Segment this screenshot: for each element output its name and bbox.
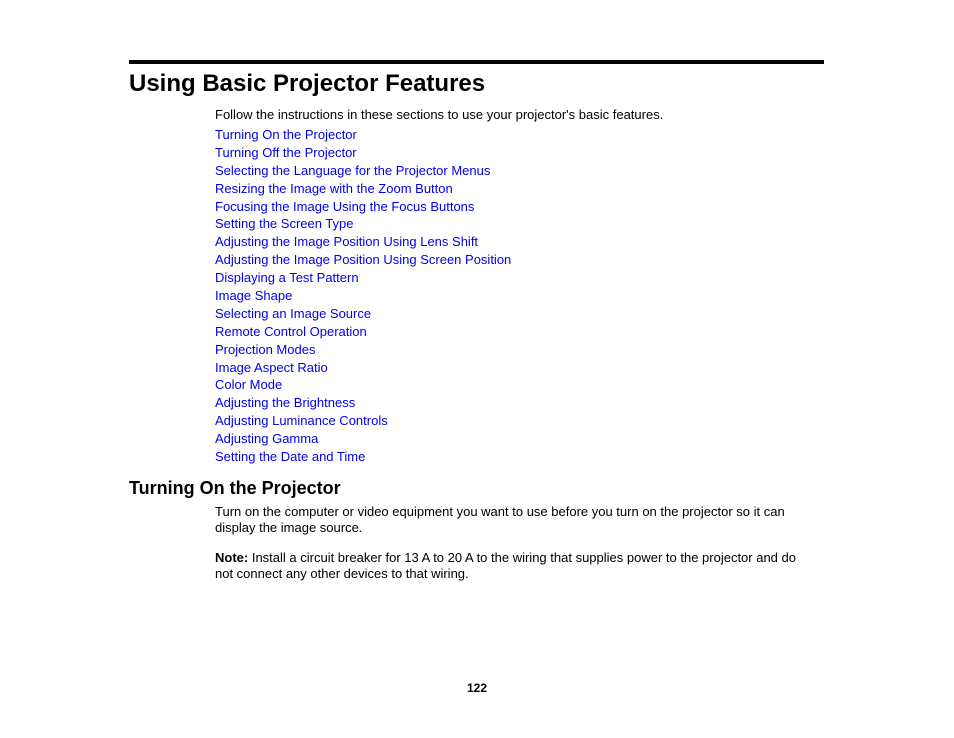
- link-zoom[interactable]: Resizing the Image with the Zoom Button: [215, 180, 453, 196]
- list-item: [215, 233, 511, 251]
- link-luminance[interactable]: Adjusting Luminance Controls: [215, 413, 388, 429]
- link-color-mode[interactable]: Color Mode: [215, 377, 283, 393]
- list-item: [215, 448, 511, 466]
- list-item: [215, 198, 511, 216]
- topic-link-list: [215, 126, 511, 466]
- list-item: [215, 180, 511, 198]
- list-item: [215, 359, 511, 377]
- list-item: [215, 412, 511, 430]
- note-text: Install a circuit breaker for 13 A to 20 A to the wiring that supplies power to the projector and do not connect any other devices to that wiring.: [215, 550, 796, 581]
- list-item: [215, 323, 511, 341]
- link-language[interactable]: Selecting the Language for the Projector Menus: [215, 162, 491, 178]
- list-item: [215, 376, 511, 394]
- list-item: [215, 341, 511, 359]
- section-body: Turn on the computer or video equipment you want to use before you turn on the projector so it can display the image source.: [215, 504, 785, 535]
- link-image-shape[interactable]: Image Shape: [215, 288, 293, 304]
- list-item: [215, 430, 511, 448]
- list-item: [215, 394, 511, 412]
- link-focus[interactable]: Focusing the Image Using the Focus Buttons: [215, 198, 475, 214]
- link-turning-on[interactable]: Turning On the Projector: [215, 127, 357, 142]
- link-gamma[interactable]: Adjusting Gamma: [215, 431, 319, 447]
- intro-text: Follow the instructions in these sections to use your projector's basic features.: [215, 107, 664, 122]
- list-item: [215, 215, 511, 233]
- page-title: Using Basic Projector Features: [129, 70, 486, 97]
- link-remote-control[interactable]: Remote Control Operation: [215, 323, 367, 339]
- link-projection-modes[interactable]: Projection Modes: [215, 341, 316, 357]
- link-lens-shift[interactable]: Adjusting the Image Position Using Lens Shift: [215, 234, 479, 250]
- link-screen-type[interactable]: Setting the Screen Type: [215, 216, 354, 232]
- link-screen-position[interactable]: Adjusting the Image Position Using Screen Position: [215, 252, 512, 268]
- note-paragraph: [215, 550, 815, 581]
- note-label: Note:: [215, 550, 249, 565]
- link-test-pattern[interactable]: Displaying a Test Pattern: [215, 270, 359, 286]
- page-number: 122: [466, 681, 488, 695]
- section-heading: Turning On the Projector: [129, 478, 341, 498]
- list-item: [215, 162, 511, 180]
- list-item: [215, 305, 511, 323]
- link-turning-off[interactable]: Turning Off the Projector: [215, 144, 357, 160]
- link-brightness[interactable]: Adjusting the Brightness: [215, 395, 356, 411]
- header-rule: [129, 60, 824, 64]
- list-item: [215, 269, 511, 287]
- list-item: [215, 287, 511, 305]
- list-item: [215, 251, 511, 269]
- list-item: [215, 126, 511, 144]
- link-image-source[interactable]: Selecting an Image Source: [215, 305, 372, 321]
- list-item: [215, 144, 511, 162]
- link-aspect-ratio[interactable]: Image Aspect Ratio: [215, 359, 328, 375]
- link-date-time[interactable]: Setting the Date and Time: [215, 449, 366, 465]
